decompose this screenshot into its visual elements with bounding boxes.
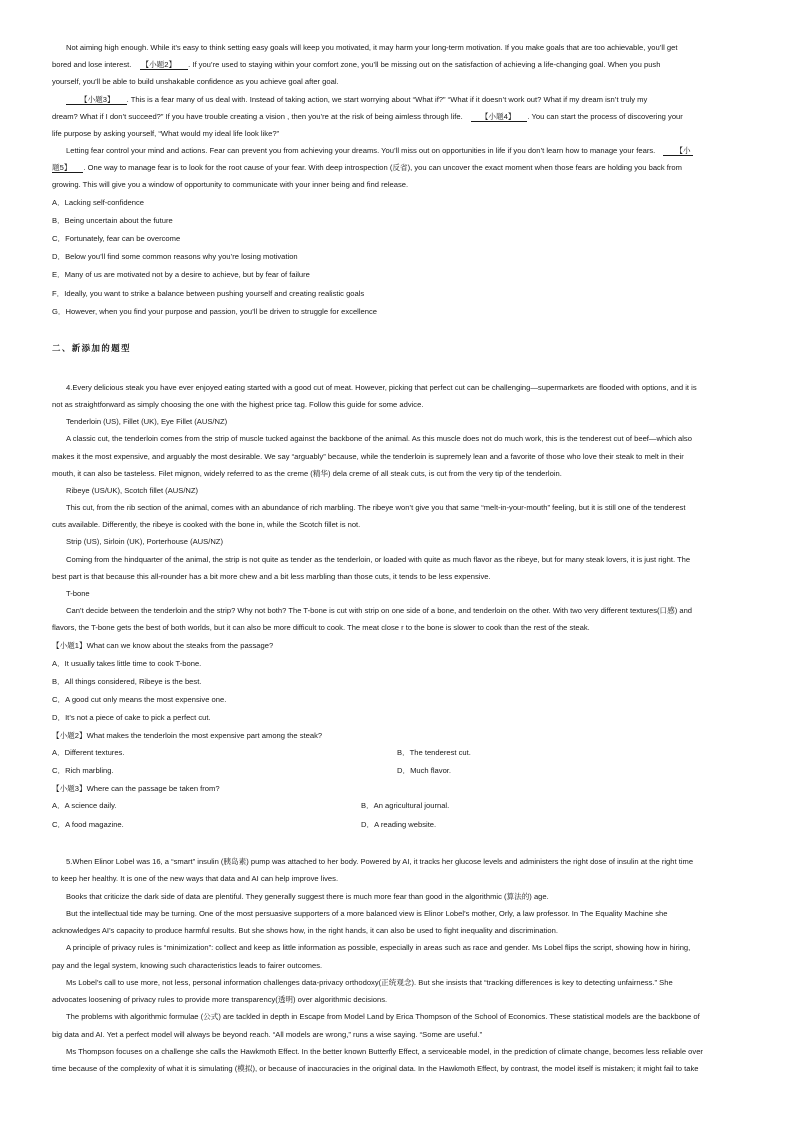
- option-b: B．Being uncertain about the future: [52, 216, 173, 225]
- paragraph-line: best part is that because this all-rounder has a bit more chew and a bit less marbling than those cuts, it tends to be less expensive.: [52, 572, 491, 581]
- paragraph-line: life purpose by asking yourself, “What would my ideal life look like?”: [52, 129, 280, 138]
- answer-option[interactable]: C．A food magazine.: [52, 820, 124, 829]
- paragraph-line: Books that criticize the dark side of data are plentiful. They generally suggest there is much more fear than good in the algorithmic (算法的) age.: [66, 892, 549, 901]
- question-stem: 【小题1】What can we know about the steaks from the passage?: [52, 641, 274, 650]
- answer-option[interactable]: A．It usually takes little time to cook T-bone.: [52, 659, 202, 668]
- paragraph-line: [52, 163, 682, 173]
- paragraph-line: Not aiming high enough. While it’s easy to think setting easy goals will keep you motivated, it may harm your long-term motivation. If you make goals that are too achievable, you’ll get: [66, 43, 678, 52]
- paragraph-line: time because of the complexity of what it is simulating (模拟), or because of inaccuracies in the original data. In the Hawkmoth Effect, by contrast, the model itself is mistaken; it might fail to take: [52, 1064, 699, 1073]
- blank-q2[interactable]: 【小题2】: [140, 60, 189, 70]
- paragraph-line: [66, 95, 647, 105]
- paragraph-line: [52, 60, 660, 70]
- paragraph-line: A classic cut, the tenderloin comes from the strip of muscle tucked against the backbone of the animal. As this muscle does not do much work, this is the tenderest cut of beef—which also: [66, 434, 692, 443]
- paragraph-line: flavors, the T-bone gets the best of both worlds, but it can also be more difficult to cook. The meat close r to the bone is slower to cook than the rest of the steak.: [52, 623, 590, 632]
- subheading-line: Tenderloin (US), Fillet (UK), Eye Fillet (AUS/NZ): [66, 417, 228, 426]
- answer-option[interactable]: B．All things considered, Ribeye is the best.: [52, 677, 202, 686]
- answer-option[interactable]: B．The tenderest cut.: [397, 748, 471, 757]
- question-stem: 【小题2】What makes the tenderloin the most expensive part among the steak?: [52, 731, 323, 740]
- blank-q5-part2[interactable]: 题5】: [52, 163, 83, 173]
- line-text: bored and lose interest.: [52, 60, 132, 69]
- paragraph-line: acknowledges AI’s capacity to produce harmful results. But she shows how, in the right hands, it can also be used to fight inequality and discrimination.: [52, 926, 558, 935]
- option-g: G．However, when you find your purpose and passion, you’ll be driven to struggle for excellence: [52, 307, 378, 316]
- subheading-line: Strip (US), Sirloin (UK), Porterhouse (AUS/NZ): [66, 537, 223, 546]
- answer-option[interactable]: C．A good cut only means the most expensive one.: [52, 695, 227, 704]
- option-d: D．Below you’ll find some common reasons why you’re losing motivation: [52, 252, 298, 261]
- paragraph-line: not as straightforward as simply choosing the one with the highest price tag. Follow this guide for some advice.: [52, 400, 424, 409]
- blank-q4[interactable]: 【小题4】: [471, 112, 528, 122]
- line-text: . If you’re used to staying within your comfort zone, you’ll be missing out on the satisfaction of achieving a life-changing goal. When you push: [188, 60, 661, 69]
- paragraph-line: The problems with algorithmic formulae (公式) are tackled in depth in Escape from Model Land by Erica Thompson of the School of Economics. These statistical models are the backbone of: [66, 1012, 700, 1021]
- paragraph-line: big data and AI. Yet a perfect model will always be beyond reach. “All models are wrong,” runs a wise saying. “Some are useful.”: [52, 1030, 483, 1039]
- paragraph-line: Coming from the hindquarter of the animal, the strip is not quite as tender as the tenderloin, or loaded with quite as much flavor as the ribeye, but for many steak lovers, it is just right. The: [66, 555, 691, 564]
- paragraph-line: Ms Thompson focuses on a challenge she calls the Hawkmoth Effect. In the better known Butterfly Effect, a serviceable model, in the prediction of climate change, becomes less reliable over: [66, 1047, 703, 1056]
- paragraph-line: A principle of privacy rules is “minimization”: collect and keep as little information as possible, especially in areas such as race and gender. Ms Lobel flips the script, showing how in hiring,: [66, 943, 691, 952]
- paragraph-line: to keep her healthy. It is one of the new ways that data and AI can help improve lives.: [52, 874, 339, 883]
- paragraph-line: mouth, it can also be tasteless. Filet mignon, widely referred to as the creme (精华) dela creme of all steak cuts, is cut from the very tip of the tenderloin.: [52, 469, 562, 478]
- answer-option[interactable]: D．It’s not a piece of cake to pick a perfect cut.: [52, 713, 211, 722]
- blank-q3[interactable]: 【小题3】: [66, 95, 127, 105]
- line-text: dream? What if I don’t succeed?” If you have trouble creating a vision , then you’re at the risk of being aimless through life.: [52, 112, 463, 121]
- paragraph-line: [66, 146, 693, 156]
- line-text: . You can start the process of discovering your: [527, 112, 683, 121]
- paragraph-line: This cut, from the rib section of the animal, comes with an abundance of rich marbling. The ribeye won’t give you that same “melt-in-your-mouth” feeling, but it is still one of the tenderest: [66, 503, 686, 512]
- question-stem: 【小题3】Where can the passage be taken from?: [52, 784, 220, 793]
- blank-q5-part1[interactable]: 【小: [663, 146, 692, 156]
- answer-option[interactable]: B．An agricultural journal.: [361, 801, 450, 810]
- paragraph-line: advocates loosening of privacy rules to provide more transparency(透明) over algorithmic decisions.: [52, 995, 388, 1004]
- paragraph-line: pay and the legal system, knowing such characteristics leads to fairer outcomes.: [52, 961, 323, 970]
- paragraph-line: 4.Every delicious steak you have ever enjoyed eating started with a good cut of meat. However, picking that perfect cut can be challenging—supermarkets are flooded with options, and it is: [66, 383, 697, 392]
- section-heading: 二、新添加的题型: [52, 343, 131, 353]
- paragraph-line: cuts available. Differently, the ribeye is cooked with the bone in, while the Scotch fillet is not.: [52, 520, 361, 529]
- paragraph-line: But the intellectual tide may be turning. One of the most persuasive supporters of a more balanced view is Elinor Lobel’s mother, Orly, a law professor. In The Equality Machine she: [66, 909, 668, 918]
- paragraph-line: makes it the most expensive, and arguably the most desirable. We say “arguably” because, while the tenderloin is supremely lean and a favorite of those who love their steak to melt in their: [52, 452, 684, 461]
- paragraph-line: yourself, you’ll be able to build unshakable confidence as you achieve goal after goal.: [52, 77, 339, 86]
- option-c: C．Fortunately, fear can be overcome: [52, 234, 181, 243]
- line-text: Letting fear control your mind and actions. Fear can prevent you from achieving your dreams. You’ll miss out on opportunities in life if you don’t learn how to manage your fears.: [66, 146, 656, 155]
- paragraph-line: growing. This will give you a window of opportunity to communicate with your inner being and find release.: [52, 180, 409, 189]
- paragraph-line: Can’t decide between the tenderloin and the strip? Why not both? The T-bone is cut with strip on one side of a bone, and tenderloin on the other. With two very different textures(口感) and: [66, 606, 693, 615]
- line-text: . One way to manage fear is to look for the root cause of your fear. With deep introspection (反省), you can uncover the exact moment when those fears are holding you back from: [83, 163, 682, 172]
- paragraph-line: Ms Lobel’s call to use more, not less, personal information challenges data-privacy orthodoxy(正统观念). But she insists that “tracking differences is key to detecting unfairness.” She: [66, 978, 673, 987]
- paragraph-line: 5.When Elinor Lobel was 16, a “smart” insulin (胰岛素) pump was attached to her body. Powered by AI, it tracks her glucose levels and administers the right dose of insulin at the right time: [66, 857, 694, 866]
- answer-option[interactable]: D．A reading website.: [361, 820, 437, 829]
- option-e: E．Many of us are motivated not by a desire to achieve, but by fear of failure: [52, 270, 310, 279]
- paragraph-line: [52, 112, 683, 122]
- answer-option[interactable]: C．Rich marbling.: [52, 766, 114, 775]
- answer-option[interactable]: A．A science daily.: [52, 801, 117, 810]
- subheading-line: T-bone: [66, 589, 90, 598]
- answer-option[interactable]: A．Different textures.: [52, 748, 125, 757]
- subheading-line: Ribeye (US/UK), Scotch fillet (AUS/NZ): [66, 486, 199, 495]
- option-f: F．Ideally, you want to strike a balance between pushing yourself and creating realistic goals: [52, 289, 365, 298]
- line-text: . This is a fear many of us deal with. Instead of taking action, we start worrying about “What if?” “What if it doesn’t work out? What if my dream isn’t truly my: [126, 95, 648, 104]
- option-a: A．Lacking self-confidence: [52, 198, 145, 207]
- answer-option[interactable]: D．Much flavor.: [397, 766, 452, 775]
